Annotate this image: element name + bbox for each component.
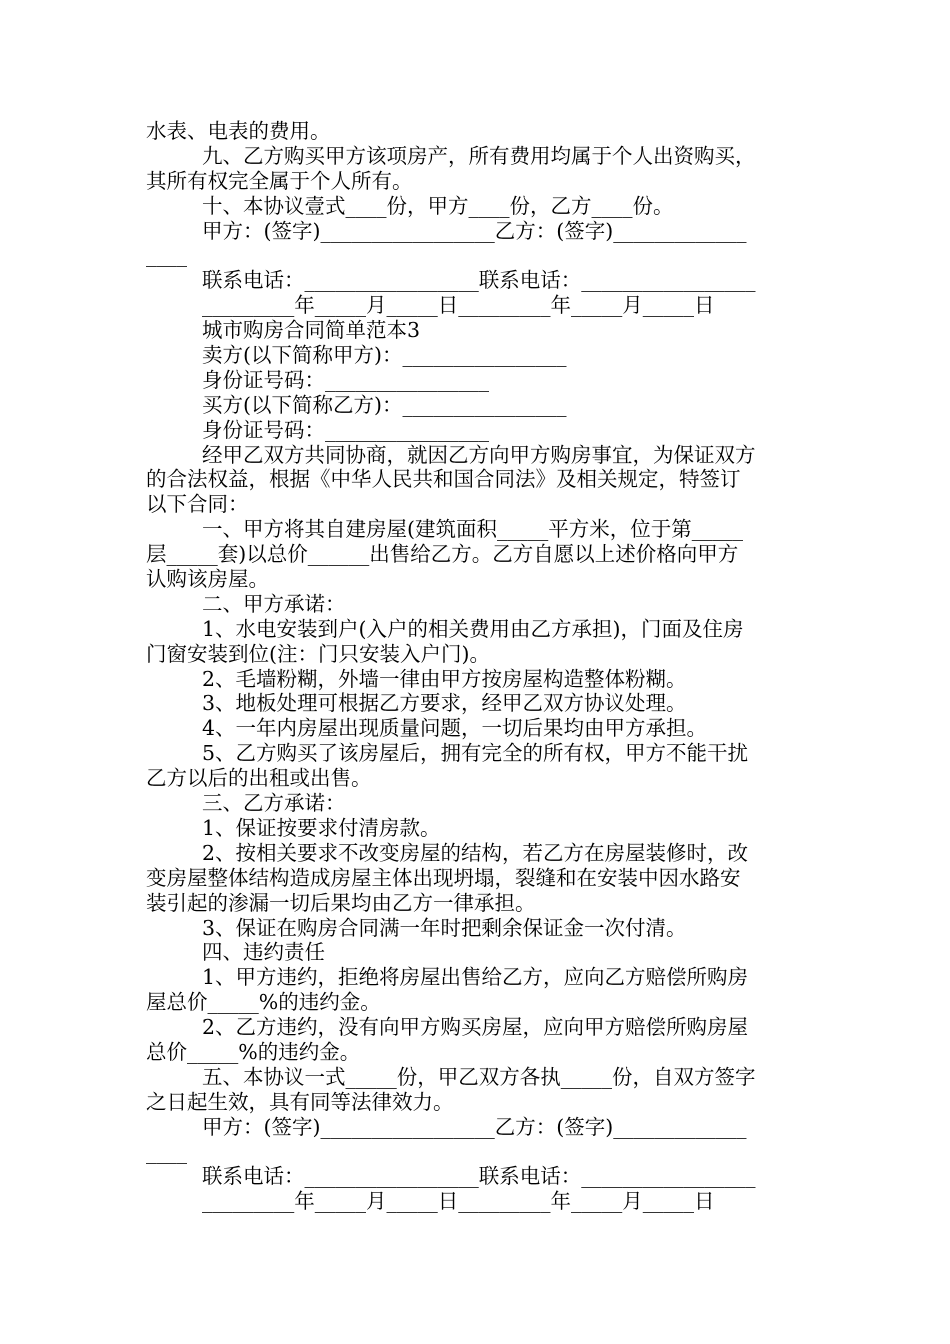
phone-line: 联系电话：_________________联系电话：_________________	[202, 268, 756, 293]
date-line: _________年_____月_____日_________年_____月_____日	[202, 1189, 715, 1214]
article-2-item: 门窗安装到位(注：门只安装入户门)。	[146, 641, 490, 666]
article-3-item: 变房屋整体结构造成房屋主体出现坍塌，裂缝和在安装中因水路安	[146, 865, 741, 890]
article-5-line: 之日起生效，具有同等法律效力。	[146, 1089, 454, 1114]
signature-line: 甲方：(签字)_________________乙方：(签字)_____________	[202, 1114, 747, 1139]
seller-line: 卖方(以下简称甲方)：________________	[202, 343, 567, 368]
article-3-item: 1、保证按要求付清房款。	[202, 815, 441, 840]
article-2-item: 乙方以后的出租或出售。	[146, 766, 372, 791]
article-2-heading: 二、甲方承诺：	[202, 591, 346, 616]
article-3-item: 装引起的渗漏一切后果均由乙方一律承担。	[146, 890, 536, 915]
article-4-heading: 四、违约责任	[202, 940, 325, 965]
signature-line-continuation: ____	[146, 243, 187, 268]
article-4-item: 1、甲方违约，拒绝将房屋出售给乙方，应向乙方赔偿所购房	[202, 965, 749, 990]
article-5-line: 五、本协议一式_____份，甲乙双方各执_____份，自双方签字	[202, 1064, 756, 1089]
phone-line: 联系电话：_________________联系电话：_________________	[202, 1164, 756, 1189]
article-4-item: 2、乙方违约，没有向甲方购买房屋，应向甲方赔偿所购房屋	[202, 1015, 749, 1040]
article-1-line: 层_____套)以总价______出售给乙方。乙方自愿以上述价格向甲方	[146, 542, 739, 567]
date-line: _________年_____月_____日_________年_____月_____日	[202, 293, 715, 318]
preamble-line: 经甲乙双方共同协商，就因乙方向甲方购房事宜，为保证双方	[202, 442, 756, 467]
signature-line: 甲方：(签字)_________________乙方：(签字)_____________	[202, 218, 747, 243]
section-title: 城市购房合同简单范本3	[202, 318, 421, 343]
contract-page	[146, 119, 808, 1214]
article-2-item: 5、乙方购买了该房屋后，拥有完全的所有权，甲方不能干扰	[202, 741, 749, 766]
text-line: 其所有权完全属于个人所有。	[146, 168, 413, 193]
seller-id-line: 身份证号码：________________	[202, 367, 489, 392]
preamble-line: 的合法权益，根据《中华人民共和国合同法》及相关规定，特签订	[146, 467, 741, 492]
clause-10-line: 十、本协议壹式____份，甲方____份，乙方____份。	[202, 193, 674, 218]
article-3-heading: 三、乙方承诺：	[202, 791, 346, 816]
article-2-item: 3、地板处理可根据乙方要求，经甲乙双方协议处理。	[202, 691, 687, 716]
article-2-item: 4、一年内房屋出现质量问题，一切后果均由甲方承担。	[202, 716, 708, 741]
clause-9-line: 九、乙方购买甲方该项房产，所有费用均属于个人出资购买，	[202, 143, 756, 168]
article-4-item: 总价_____%的违约金。	[146, 1039, 361, 1064]
text-line: 水表、电表的费用。	[146, 119, 331, 143]
signature-line-continuation: ____	[146, 1139, 187, 1164]
article-1-line: 认购该房屋。	[146, 567, 269, 592]
article-3-item: 2、按相关要求不改变房屋的结构，若乙方在房屋装修时，改	[202, 840, 749, 865]
article-2-item: 2、毛墙粉糊，外墙一律由甲方按房屋构造整体粉糊。	[202, 666, 687, 691]
article-4-item: 屋总价_____%的违约金。	[146, 990, 381, 1015]
article-2-item: 1、水电安装到户(入户的相关费用由乙方承担)，门面及住房	[202, 616, 744, 641]
buyer-id-line: 身份证号码：________________	[202, 417, 489, 442]
article-3-item: 3、保证在购房合同满一年时把剩余保证金一次付清。	[202, 915, 687, 940]
buyer-line: 买方(以下简称乙方)：________________	[202, 392, 567, 417]
preamble-line: 以下合同：	[146, 492, 249, 517]
article-1-line: 一、甲方将其自建房屋(建筑面积_____平方米，位于第_____	[202, 517, 743, 542]
